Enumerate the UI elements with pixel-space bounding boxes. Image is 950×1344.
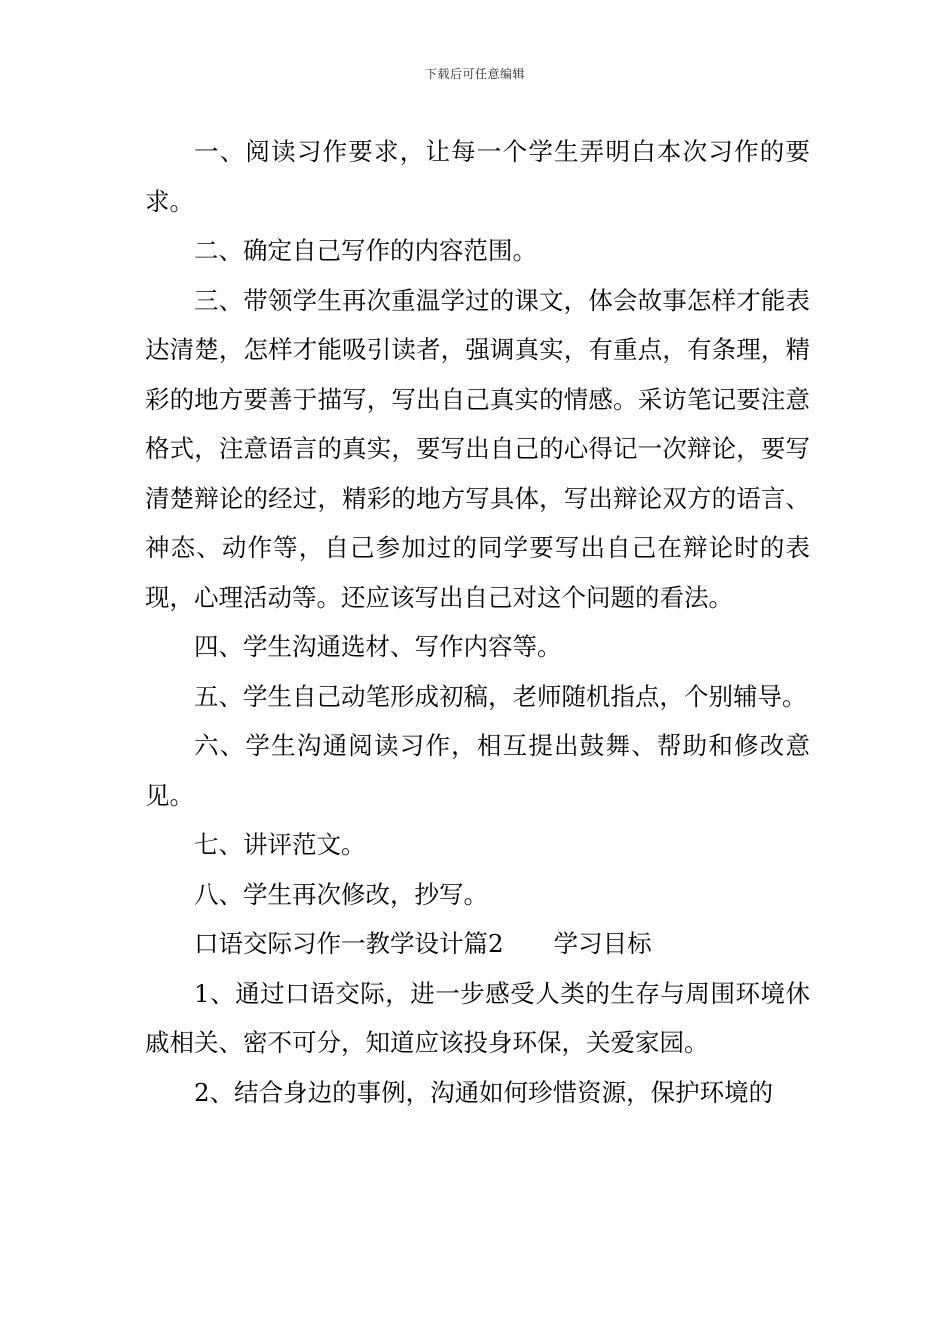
page-header: 下载后可任意编辑 bbox=[424, 67, 525, 81]
paragraph-step-1: 一、阅读习作要求，让每一个学生弄明白本次习作的要求。 bbox=[145, 137, 810, 216]
section-title: 口语交际习作一教学设计篇2 bbox=[194, 929, 504, 958]
document-body bbox=[145, 127, 810, 1117]
paragraph-step-5: 五、学生自己动笔形成初稿，老师随机指点，个别辅导。 bbox=[194, 681, 807, 711]
paragraph-step-3: 三、带领学生再次重温学过的课文，体会故事怎样才能表达清楚，怎样才能吸引读者，强调真实，有重点，有条理，精彩的地方要善于描写，写出自己真实的情感。采访笔记要注意格式，注意语言的真实，要写出自己的心得记一次辩论，要写清楚辩论的经过，精彩的地方写具体，写出辩论双方的语言、神态、动作等，自己参加过的同学要写出自己在辩论时的表现，心理活动等。还应该写出自己对这个问题的看法。 bbox=[145, 285, 810, 612]
paragraph-step-6: 六、学生沟通阅读习作，相互提出鼓舞、帮助和修改意见。 bbox=[145, 731, 810, 810]
section-subtitle: 学习目标 bbox=[553, 929, 652, 958]
goal-item-1: 1、通过口语交际，进一步感受人类的生存与周围环境休戚相关、密不可分，知道应该投身环保，关爱家园。 bbox=[145, 978, 810, 1057]
paragraph-step-7: 七、讲评范文。 bbox=[194, 830, 366, 859]
goal-item-2: 2、结合身边的事例，沟通如何珍惜资源，保护环境的 bbox=[194, 1077, 774, 1107]
paragraph-step-2: 二、确定自己写作的内容范围。 bbox=[194, 236, 537, 265]
paragraph-step-4: 四、学生沟通选材、写作内容等。 bbox=[194, 632, 562, 661]
paragraph-step-8: 八、学生再次修改，抄写。 bbox=[194, 879, 488, 909]
section-heading-line bbox=[145, 919, 810, 969]
